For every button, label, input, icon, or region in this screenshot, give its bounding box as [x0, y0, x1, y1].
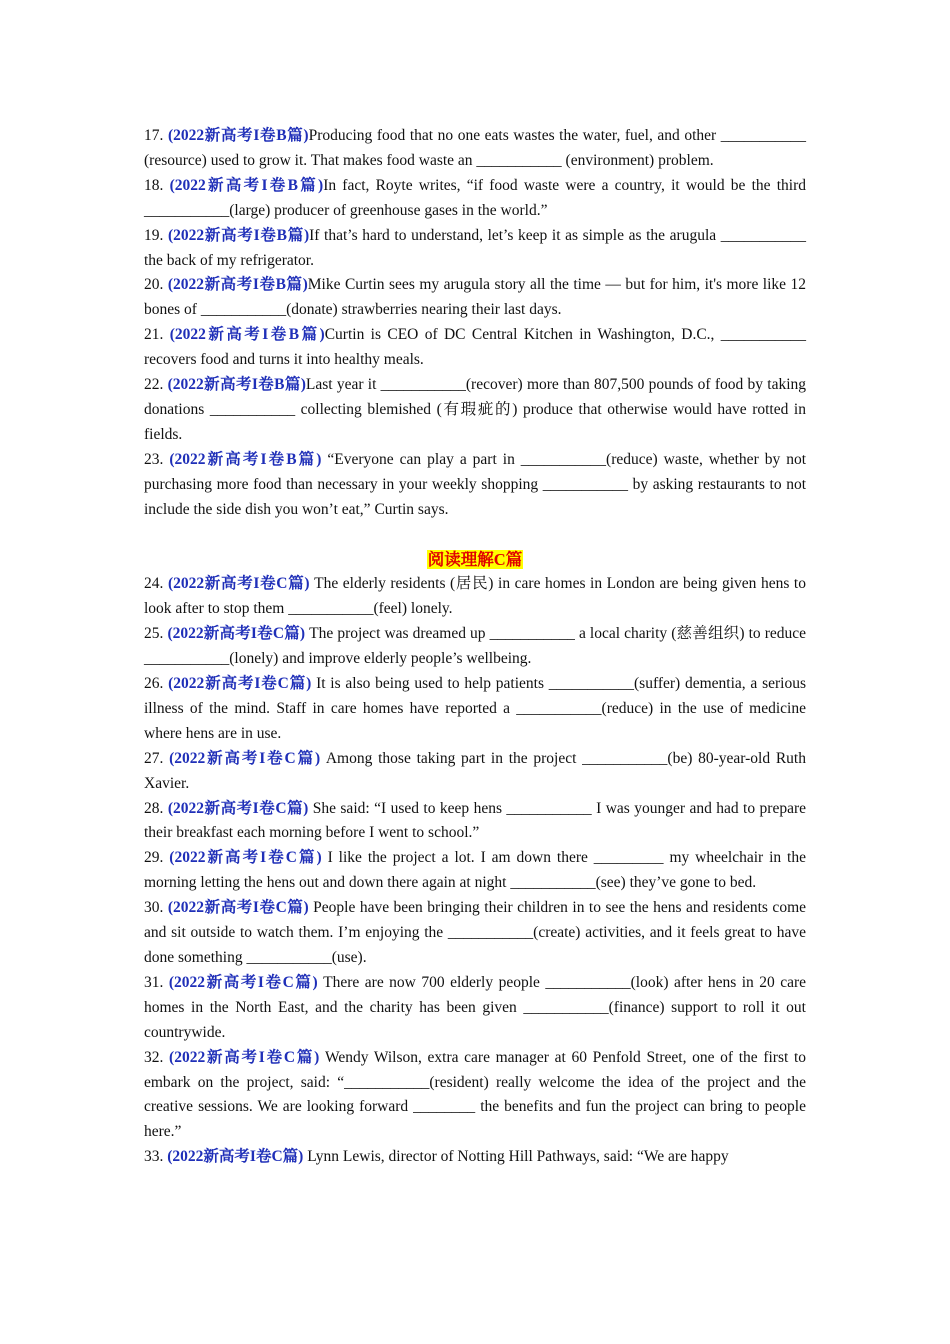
question-number: 22.	[144, 376, 168, 394]
question-number: 26.	[144, 675, 169, 693]
question-text: Lynn Lewis, director of Notting Hill Pathways, said: “We are happy	[303, 1148, 729, 1166]
question-source: (2022新高考I卷C篇)	[167, 1148, 304, 1166]
question-source: (2022新高考I卷B篇)	[167, 127, 309, 144]
question-source: (2022新高考I卷B篇)	[168, 226, 310, 244]
question-item	[144, 622, 806, 672]
question-item	[144, 747, 806, 797]
question-number: 17.	[144, 127, 168, 144]
section-c-heading	[144, 548, 806, 573]
question-item	[144, 174, 806, 224]
question-item	[144, 1046, 806, 1146]
question-text: She said: “I used to keep hens ___________ I was younger and had to prepare their breakfast each morning before I went to school.”	[144, 799, 807, 842]
section-c-items	[144, 572, 806, 1170]
question-source: (2022新高考I卷C篇)	[168, 973, 318, 991]
question-item	[144, 846, 806, 896]
section-b-items	[144, 124, 806, 523]
question-source: (2022新高考I卷C篇)	[169, 749, 321, 767]
question-number: 20.	[144, 276, 168, 294]
question-text: Among those taking part in the project ___________(be) 80-year-old Ruth Xavier.	[144, 749, 806, 792]
question-number: 33.	[144, 1148, 168, 1166]
question-text: Last year it ___________(recover) more than 807,500 pounds of food by taking donations ___________ collecting blemished (有瑕疵的) produce that otherwise would have rotted in fields.	[144, 376, 807, 443]
question-source: (2022新高考I卷B篇)	[169, 450, 322, 468]
question-number: 25.	[144, 625, 168, 643]
question-text: Curtin is CEO of DC Central Kitchen in Washington, D.C., ___________ recovers food and turns it into healthy meals.	[144, 326, 807, 369]
question-item	[144, 971, 806, 1046]
question-number: 23.	[144, 450, 170, 468]
question-item	[144, 797, 806, 847]
question-text: If that’s hard to understand, let’s keep it as simple as the arugula ___________ the back of my refrigerator.	[144, 226, 807, 269]
document-page	[144, 124, 806, 1170]
question-text: The project was dreamed up ___________ a local charity (慈善组织) to reduce ___________(lonely) and improve elderly people’s wellbeing.	[144, 625, 807, 668]
question-source: (2022新高考I卷C篇)	[167, 575, 310, 593]
question-source: (2022新高考I卷C篇)	[167, 625, 306, 643]
question-item	[144, 1145, 806, 1170]
question-source: (2022新高考I卷B篇)	[167, 376, 306, 394]
question-number: 27.	[144, 749, 170, 767]
question-source: (2022新高考I卷C篇)	[167, 799, 309, 817]
question-source: (2022新高考I卷C篇)	[169, 849, 322, 867]
question-text: People have been bringing their children in to see the hens and residents come and sit outside to watch them. I’m enjoying the ___________(create) activities, and it feels great to have done something ___________(use).	[144, 899, 806, 966]
question-text: I like the project a lot. I am down there _________ my wheelchair in the morning letting the hens out and down there again at night ___________(see) they’ve gone to bed.	[144, 849, 806, 892]
question-item	[144, 124, 806, 174]
question-source: (2022新高考I卷C篇)	[167, 899, 309, 917]
question-text: Producing food that no one eats wastes the water, fuel, and other ___________ (resource) used to grow it. That makes food waste an ___________ (environment) problem.	[144, 127, 807, 169]
question-number: 18.	[144, 176, 170, 194]
question-number: 31.	[144, 973, 169, 991]
question-number: 30.	[144, 899, 168, 917]
question-source: (2022新高考I卷C篇)	[169, 1048, 320, 1066]
question-source: (2022新高考I卷B篇)	[167, 276, 308, 294]
question-item	[144, 672, 806, 747]
question-text: “Everyone can play a part in ___________(reduce) waste, whether by not purchasing more food than necessary in your weekly shopping ___________ by asking restaurants to not include the side dish you won’t eat,” Curtin says.	[144, 450, 806, 518]
question-item	[144, 572, 806, 622]
question-source: (2022新高考I卷B篇)	[169, 326, 325, 344]
question-number: 19.	[144, 226, 168, 244]
question-text: It is also being used to help patients ___________(suffer) dementia, a serious illness of the mind. Staff in care homes have reported a ___________(reduce) in the use of medicine where hens are in use.	[144, 675, 806, 742]
question-number: 28.	[144, 799, 168, 817]
question-item	[144, 323, 806, 373]
question-source: (2022新高考I卷C篇)	[168, 675, 312, 693]
question-item	[144, 448, 806, 523]
question-text: In fact, Royte writes, “if food waste were a country, it would be the third ___________(large) producer of greenhouse gases in the world.”	[144, 176, 806, 219]
question-text: There are now 700 elderly people ___________(look) after hens in 20 care homes in the North East, and the charity has been given ___________(finance) support to roll it out countrywide.	[144, 973, 807, 1041]
question-text: The elderly residents (居民) in care homes in London are being given hens to look after to stop them ___________(feel) lonely.	[144, 575, 806, 618]
question-number: 32.	[144, 1048, 170, 1066]
question-source: (2022新高考I卷B篇)	[169, 176, 324, 194]
question-text: Wendy Wilson, extra care manager at 60 Penfold Street, one of the first to embark on the project, said: “___________(resident) really welcome the idea of the project and the creative sessions. We are looking forward ________ the benefits and fun the project can bring to people here.”	[144, 1048, 806, 1141]
question-number: 29.	[144, 849, 170, 867]
question-number: 24.	[144, 575, 168, 593]
question-item	[144, 224, 806, 274]
question-item	[144, 373, 806, 448]
section-c-title: 阅读理解C篇	[427, 549, 523, 569]
question-item	[144, 896, 806, 971]
question-number: 21.	[144, 326, 170, 344]
question-item	[144, 273, 806, 323]
question-text: Mike Curtin sees my arugula story all the time — but for him, it's more like 12 bones of ___________(donate) strawberries nearing their last days.	[144, 276, 807, 319]
